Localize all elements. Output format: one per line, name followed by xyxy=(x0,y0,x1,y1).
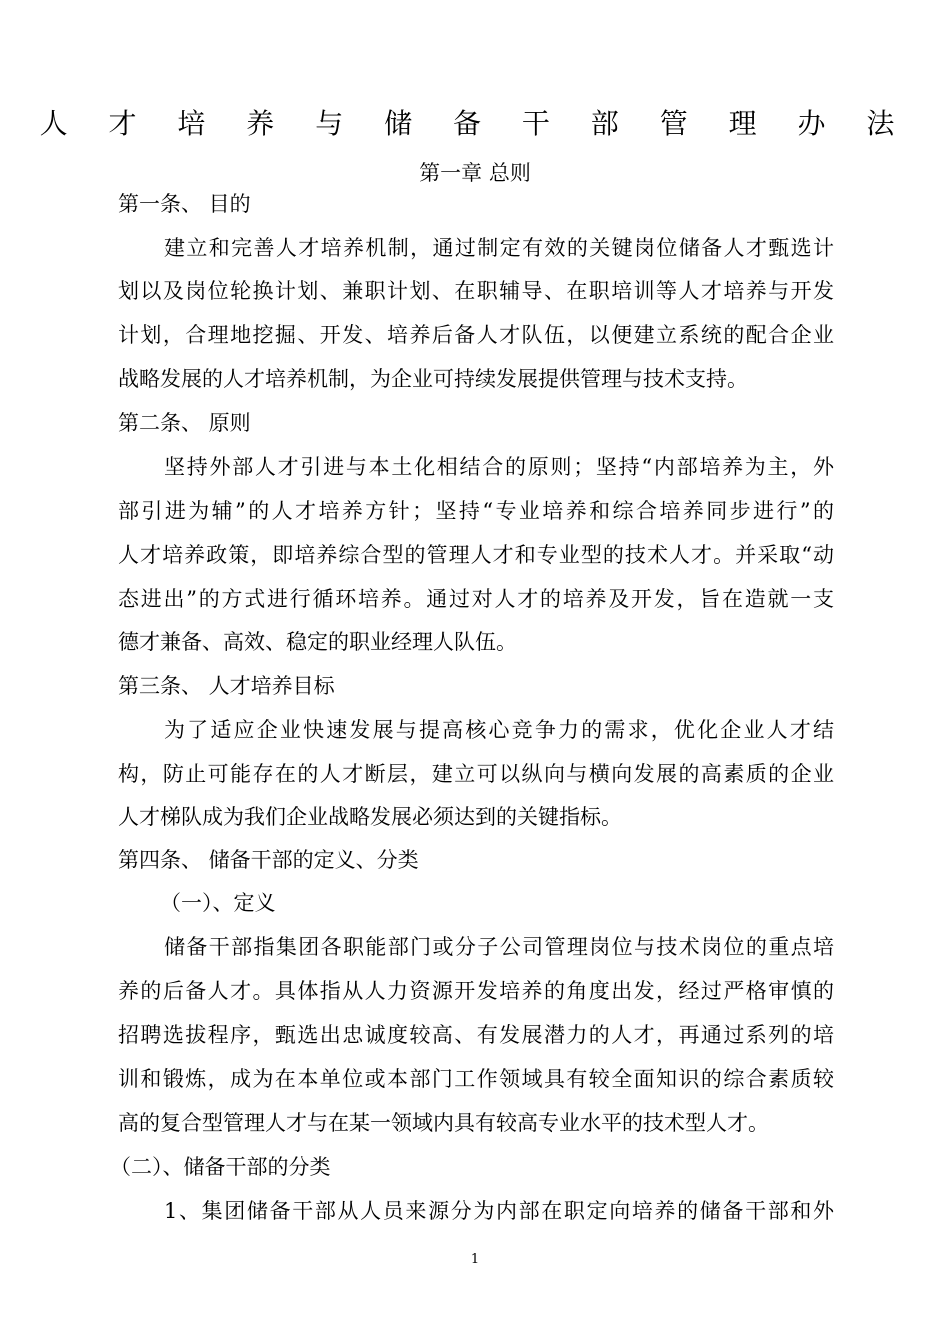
paragraph-line: 储备干部指集团各职能部门或分子公司管理岗位与技术岗位的重点培 xyxy=(164,935,834,959)
section-heading-definition: （一）、定义 xyxy=(160,891,276,915)
paragraph-line: 招聘选拔程序，甄选出忠诚度较高、有发展潜力的人才，再通过系列的培 xyxy=(118,1023,834,1047)
paragraph-line: 坚持外部人才引进与本土化相结合的原则；坚持“内部培养为主，外 xyxy=(164,455,834,479)
paragraph-line: 计划，合理地挖掘、开发、培养后备人才队伍，以便建立系统的配合企业 xyxy=(118,323,834,347)
paragraph-line: 高的复合型管理人才与在某一领域内具有较高专业水平的技术型人才。 xyxy=(118,1111,769,1135)
article-3-heading: 第三条、 人才培养目标 xyxy=(118,674,335,698)
paragraph-line: 养的后备人才。具体指从人力资源开发培养的角度出发，经过严格审慎的 xyxy=(118,979,834,1003)
paragraph-line: 训和锻炼，成为在本单位或本部门工作领域具有较全面知识的综合素质较 xyxy=(118,1067,834,1091)
paragraph-line: 构，防止可能存在的人才断层，建立可以纵向与横向发展的高素质的企业 xyxy=(118,762,834,786)
paragraph-line: 部引进为辅”的人才培养方针；坚持“专业培养和综合培养同步进行”的 xyxy=(118,499,834,523)
paragraph-line: 人才培养政策，即培养综合型的管理人才和专业型的技术人才。并采取“动 xyxy=(118,543,834,567)
article-2-heading: 第二条、 原则 xyxy=(118,411,251,435)
paragraph-line: 态进出”的方式进行循环培养。通过对人才的培养及开发，旨在造就一支 xyxy=(118,587,834,611)
document-title: 人 才 培 养 与 储 备 干 部 管 理 办 法 xyxy=(39,107,911,140)
paragraph-line: 战略发展的人才培养机制，为企业可持续发展提供管理与技术支持。 xyxy=(118,367,748,391)
paragraph-line: 人才梯队成为我们企业战略发展必须达到的关键指标。 xyxy=(118,805,622,829)
chapter-heading: 第一章 总则 xyxy=(419,161,531,185)
paragraph-line: 建立和完善人才培养机制，通过制定有效的关键岗位储备人才甄选计 xyxy=(164,236,834,260)
article-4-heading: 第四条、 储备干部的定义、分类 xyxy=(118,848,419,872)
article-1-heading: 第一条、 目的 xyxy=(118,192,251,216)
paragraph-line: 为了适应企业快速发展与提高核心竞争力的需求，优化企业人才结 xyxy=(164,718,834,742)
paragraph-line: 划以及岗位轮换计划、兼职计划、在职辅导、在职培训等人才培养与开发 xyxy=(118,279,834,303)
paragraph-line: 德才兼备、高效、稳定的职业经理人队伍。 xyxy=(118,630,517,654)
section-heading-classification: （二）、储备干部的分类 xyxy=(110,1155,331,1179)
page-number: 1 xyxy=(470,1252,480,1267)
paragraph-line: 1、集团储备干部从人员来源分为内部在职定向培养的储备干部和外 xyxy=(164,1199,834,1223)
